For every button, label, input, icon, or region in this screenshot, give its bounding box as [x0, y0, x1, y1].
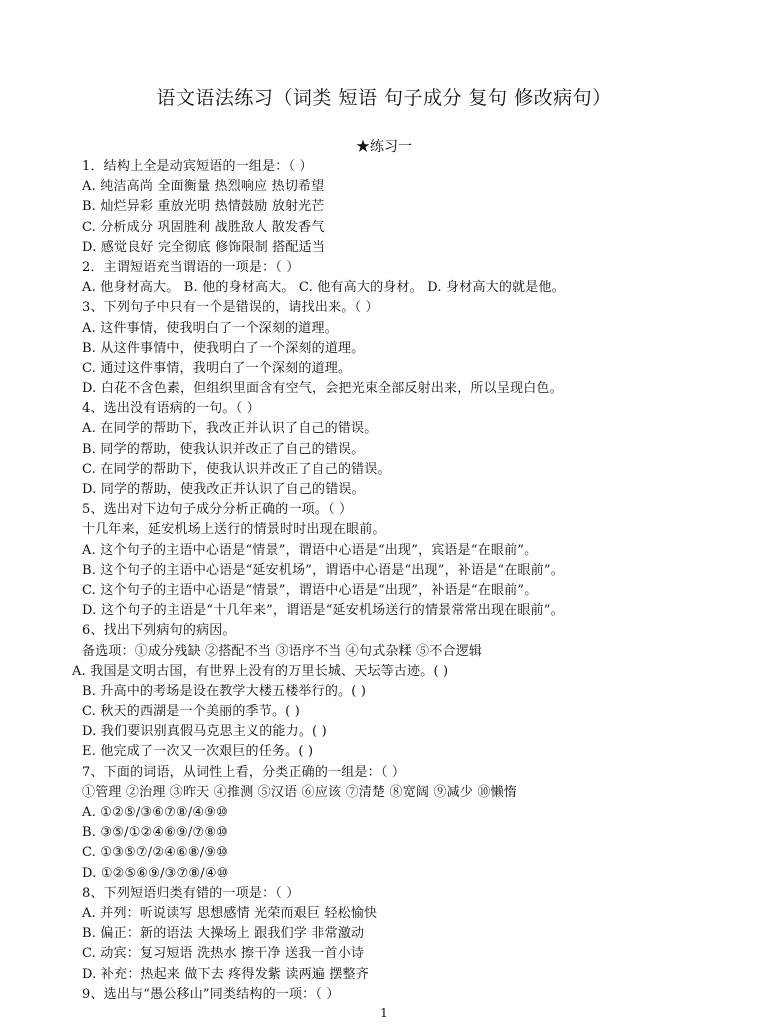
option-line: A. 并列：听说读写 思想感情 光荣而艰巨 轻松愉快 — [82, 905, 378, 921]
option-line: D. 这个句子的主语是“十几年来”，谓语是“延安机场送行的情景常常出现在眼前”。 — [82, 603, 564, 619]
question-line: 8、下列短语归类有错的一项是：（ ） — [82, 885, 300, 901]
note-line: 十几年来，延安机场上送行的情景时时出现在眼前。 — [82, 522, 386, 538]
option-line: A. 他身材高大。 B. 他的身材高大。 C. 他有高大的身材。 D. 身材高大的就是他。 — [82, 280, 565, 296]
option-line: C. 在同学的帮助下，使我认识并改正了自己的错误。 — [82, 461, 391, 477]
option-line: D. 我们要识别真假马克思主义的能力。( ) — [82, 724, 327, 740]
question-line: 5、选出对下边句子成分分析正确的一项。（ ） — [82, 502, 353, 518]
option-line: B. 灿烂异彩 重放光明 热情鼓励 放射光芒 — [82, 199, 325, 215]
option-line: C. 分析成分 巩固胜利 战胜敌人 散发香气 — [82, 219, 325, 235]
page-title: 语文语法练习（词类 短语 句子成分 复句 修改病句） — [156, 87, 612, 109]
option-line: A. ①②⑤/③⑥⑦⑧/④⑨⑩ — [82, 805, 228, 820]
option-line: B. 同学的帮助，使我认识并改正了自己的错误。 — [82, 441, 365, 457]
question-line: 6、找出下列病句的病因。 — [82, 623, 236, 639]
question-line: 7、下面的词语，从词性上看，分类正确的一组是：（ ） — [82, 764, 406, 780]
question-line: 3、下列句子中只有一个是错误的，请找出来。（ ） — [82, 300, 379, 316]
exercise-body — [0, 157, 768, 1005]
option-line: D. 补充：热起来 做下去 疼得发紫 读两遍 摆整齐 — [82, 966, 369, 982]
option-line: E. 他完成了一次又一次艰巨的任务。( ) — [82, 744, 314, 760]
option-line: B. ③⑤/①②④⑥⑨/⑦⑧⑩ — [82, 825, 229, 841]
option-line: B. 从这件事情中，使我明白了一个深刻的道理。 — [82, 340, 365, 356]
option-line: A. 纯洁高尚 全面衡量 热烈响应 热切希望 — [82, 179, 325, 195]
question-line: 1．结构上全是动宾短语的一组是：（ ） — [82, 159, 313, 174]
option-line: D. 白花不含色素，但组织里面含有空气，会把光束全部反射出来，所以呈现白色。 — [82, 381, 563, 397]
question-line: 2．主谓短语充当谓语的一项是：（ ） — [82, 259, 300, 275]
option-line: C. 动宾：复习短语 洗热水 擦干净 送我一首小诗 — [82, 946, 365, 962]
option-line: A. 在同学的帮助下，我改正并认识了自己的错误。 — [82, 421, 378, 437]
option-line: C. 通过这件事情，我明白了一个深刻的道理。 — [82, 360, 352, 376]
option-line: A. 这个句子的主语中心语是“情景”，谓语中心语是“出现”，宾语是“在眼前”。 — [82, 542, 538, 558]
option-line: C. ①③⑤⑦/②④⑥⑧/⑨⑩ — [82, 845, 229, 861]
question-line: 9、选出与“愚公移山”同类结构的一项：（ ） — [82, 986, 340, 1002]
option-line: C. 这个句子的主语中心语是“情景”，谓语中心语是“出现”，补语是“在眼前”。 — [82, 582, 538, 598]
section-heading: ★练习一 — [356, 139, 412, 155]
option-line: A. 这件事情，使我明白了一个深刻的道理。 — [82, 320, 338, 336]
option-line: A. 我国是文明古国，有世界上没有的万里长城、天坛等古迹。( ) — [72, 663, 449, 679]
page-number: 1 — [380, 1006, 388, 1020]
option-line: D. 感觉良好 完全彻底 修饰限制 搭配适当 — [82, 239, 326, 255]
note-line: 备选项：①成分残缺 ②搭配不当 ③语序不当 ④句式杂糅 ⑤不合逻辑 — [82, 643, 483, 659]
option-line: B. 这个句子的主语中心语是“延安机场”，谓语中心语是“出现”，补语是“在眼前”。 — [82, 562, 564, 578]
option-line: D. 同学的帮助，使我改正并认识了自己的错误。 — [82, 482, 365, 497]
option-line: D. ①②⑤⑥⑨/③⑦⑧/④⑩ — [82, 865, 229, 881]
question-line: 4、选出没有语病的一句。（ ） — [82, 401, 260, 417]
option-line: B. 偏正：新的语法 大操场上 跟我们学 非常激动 — [82, 926, 365, 942]
option-line: B. 升高中的考场是设在教学大楼五楼举行的。( ) — [82, 683, 367, 699]
option-line: C. 秋天的西湖是一个美丽的季节。( ) — [82, 704, 301, 720]
option-line: ①管理 ②治理 ③昨天 ④推测 ⑤汉语 ⑥应该 ⑦清楚 ⑧宽阔 ⑨减少 ⑩懒惰 — [82, 784, 517, 800]
